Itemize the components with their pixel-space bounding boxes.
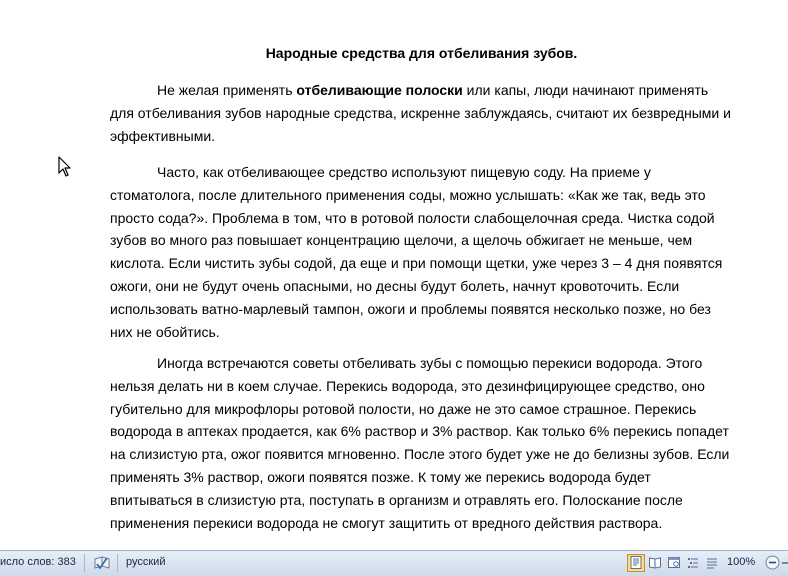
web-page-icon: [668, 556, 680, 569]
mouse-cursor-icon: [58, 156, 72, 178]
open-book-icon: [649, 556, 661, 569]
word-count[interactable]: исло слов: 383: [0, 556, 76, 568]
language-indicator[interactable]: русский: [126, 556, 166, 568]
web-layout-view-button[interactable]: [665, 554, 683, 572]
paragraph-1-bold: отбеливающие полоски: [296, 82, 463, 98]
draft-page-icon: [706, 556, 718, 569]
outline-list-icon: [687, 556, 699, 569]
status-divider: [84, 554, 85, 572]
paragraph-3: Иногда встречаются советы отбеливать зубы с помощью перекиси водорода. Этого нельзя делать ни в коем случае. Перекись водорода, это дезинфицирующее средство, оно губительно для микрофлоры ротовой полости, но даже не это самое страшное. Перекись водорода в аптеках продается, как 6% раствор и 3% раствор. Как только 6% перекись попадет на слизистую рта, ожог появится мгновенно. После этого будет уже не до белизны зубов. Если применять 3% раствор, ожоги появятся позже. К тому же перекись водорода будет впитываться в слизистую рта, поступать в организм и отравлять его. Полоскание после применения перекиси водорода не смогут защитить от вредного действия раствора.: [110, 355, 730, 531]
full-screen-reading-view-button[interactable]: [646, 554, 664, 572]
print-layout-icon: [630, 556, 642, 569]
paragraph-1-end: или капы, люди начинают применять для отбеливания зубов народные средства, искренне заблуждаясь, считают их безвредными и эффективными.: [110, 82, 731, 144]
zoom-level[interactable]: 100%: [727, 556, 756, 568]
paragraph-1: [110, 79, 735, 147]
status-divider: [117, 554, 118, 572]
document-title: Народные средства для отбеливания зубов.: [265, 45, 578, 61]
zoom-slider[interactable]: [782, 562, 788, 564]
paragraph-2: Часто, как отбеливающее средство используют пищевую соду. На приеме у стоматолога, после длительного применения соды, можно услышать: «Как же так, ведь это просто сода?». Проблема в том, что в ротовой полости слабощелочная среда. Чистка содой зубов во много раз повышает концентрацию щелочи, а щелочь обжигает не меньше, чем кислота. Если чистить зубы содой, да еще и при помощи щетки, уже через 3 – 4 дня появятся ожоги, они не будут очень опасными, но десны будут болеть, начнут кровоточить. Если использовать ватно-марлевый тампон, ожоги и проблемы появятся несколько позже, но без них не обойтись.: [110, 164, 723, 340]
draft-view-button[interactable]: [703, 554, 721, 572]
book-check-icon[interactable]: [92, 554, 112, 572]
print-layout-view-button[interactable]: [627, 554, 645, 572]
outline-view-button[interactable]: [684, 554, 702, 572]
status-bar: [0, 550, 788, 576]
paragraph-1-start: Не желая применять: [157, 82, 297, 98]
zoom-out-icon[interactable]: [765, 555, 780, 570]
